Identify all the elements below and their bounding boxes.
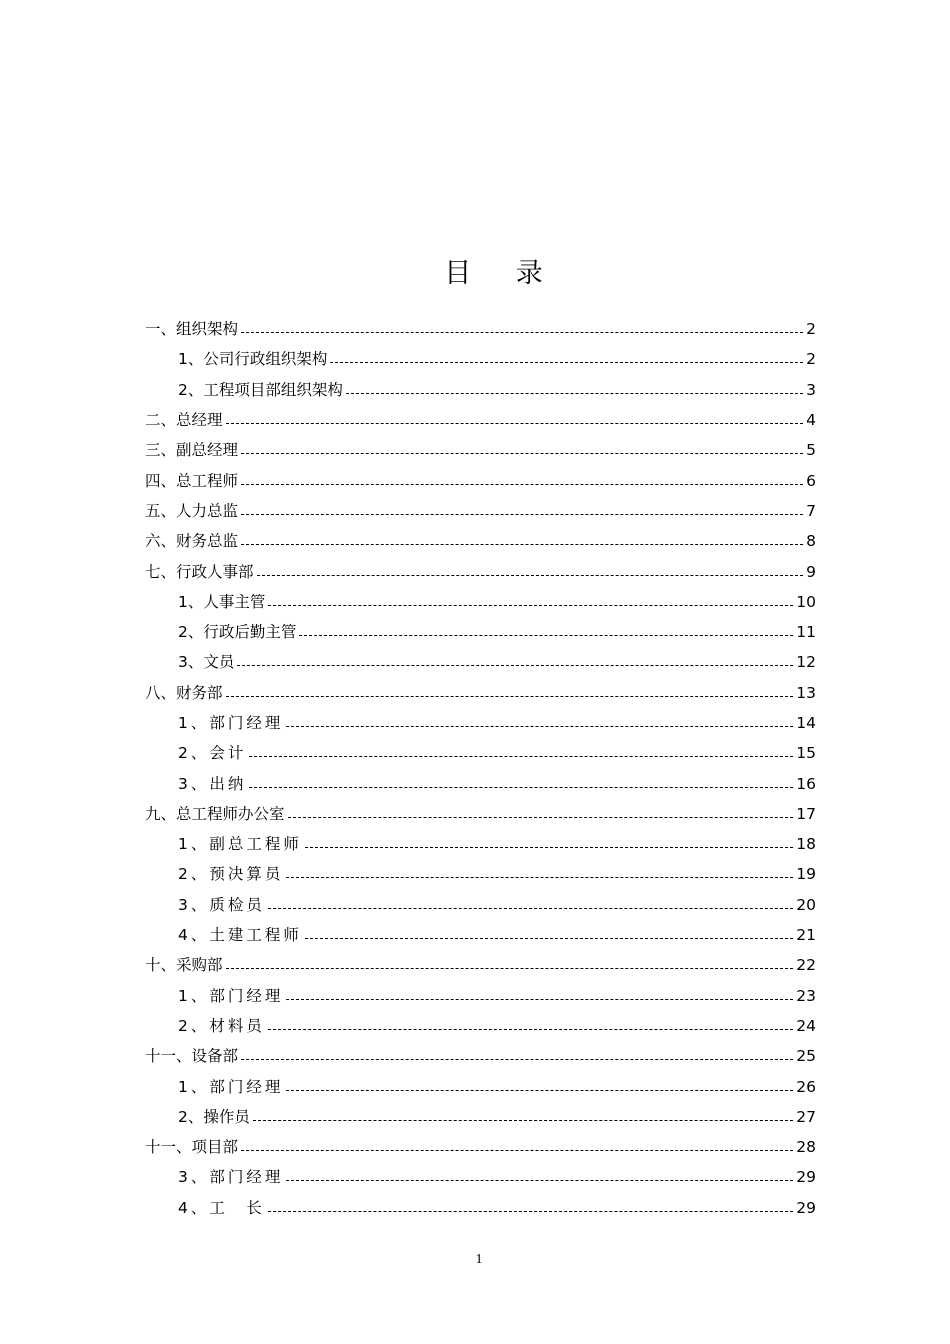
toc-entry-label: 1、部门经理 [178, 986, 284, 1005]
toc-subentry[interactable] [145, 1071, 816, 1101]
toc-subentry[interactable] [145, 768, 816, 798]
toc-entry-label: 2、预决算员 [178, 865, 284, 884]
toc-subentry[interactable] [145, 344, 816, 374]
toc-dot-leader [226, 695, 794, 697]
toc-entry[interactable] [145, 799, 816, 829]
toc-dot-leader [237, 664, 793, 666]
toc-entry-label: 2、行政后勤主管 [178, 623, 297, 642]
toc-dot-leader [253, 1119, 793, 1121]
toc-entry-label: 五、人力总监 [145, 501, 239, 520]
toc-dot-leader [305, 846, 793, 848]
toc-subentry[interactable] [145, 981, 816, 1011]
toc-dot-leader [299, 634, 793, 636]
toc-entry[interactable] [145, 496, 816, 526]
toc-subentry[interactable] [145, 587, 816, 617]
table-of-contents [145, 314, 816, 1223]
toc-entry-label: 3、部门经理 [178, 1168, 284, 1187]
toc-dot-leader [305, 937, 793, 939]
toc-entry-label: 2、工程项目部组织架构 [178, 380, 343, 399]
toc-entry-label: 四、总工程师 [145, 471, 239, 490]
toc-entry-label: 4、土建工程师 [178, 926, 302, 945]
toc-entry-page: 7 [806, 501, 816, 520]
toc-subentry[interactable] [145, 1193, 816, 1223]
toc-subentry[interactable] [145, 920, 816, 950]
toc-entry-page: 28 [796, 1138, 816, 1157]
toc-entry-label: 十、采购部 [145, 956, 223, 975]
toc-entry[interactable] [145, 1132, 816, 1162]
toc-dot-leader [241, 452, 803, 454]
toc-dot-leader [241, 513, 803, 515]
toc-entry[interactable] [145, 405, 816, 435]
toc-entry-page: 8 [806, 532, 816, 551]
toc-dot-leader [249, 755, 793, 757]
toc-entry-label: 一、组织架构 [145, 320, 239, 339]
toc-entry-page: 19 [796, 865, 816, 884]
toc-entry-page: 27 [796, 1107, 816, 1126]
toc-entry-label: 3、质检员 [178, 895, 265, 914]
toc-dot-leader [346, 392, 803, 394]
toc-entry-page: 15 [796, 744, 816, 763]
toc-entry[interactable] [145, 678, 816, 708]
toc-subentry[interactable] [145, 829, 816, 859]
toc-dot-leader [249, 786, 793, 788]
toc-dot-leader [286, 725, 793, 727]
toc-entry-label: 1、副总工程师 [178, 835, 302, 854]
toc-entry-label: 十一、项目部 [145, 1138, 239, 1157]
toc-subentry[interactable] [145, 1162, 816, 1192]
document-title: 目 录 [444, 258, 561, 289]
toc-subentry[interactable] [145, 859, 816, 889]
toc-dot-leader [286, 1179, 793, 1181]
toc-entry-page: 11 [796, 623, 816, 642]
toc-dot-leader [226, 967, 794, 969]
toc-entry-label: 3、文员 [178, 653, 235, 672]
toc-entry-page: 20 [796, 895, 816, 914]
toc-entry-page: 26 [796, 1077, 816, 1096]
toc-dot-leader [241, 331, 803, 333]
toc-entry-label: 1、部门经理 [178, 714, 284, 732]
toc-entry[interactable] [145, 1041, 816, 1071]
toc-dot-leader [226, 422, 804, 424]
toc-entry-page: 17 [796, 804, 816, 823]
toc-entry-label: 1、人事主管 [178, 592, 266, 611]
toc-subentry[interactable] [145, 1102, 816, 1132]
toc-entry-page: 29 [796, 1168, 816, 1187]
toc-dot-leader [268, 907, 793, 909]
toc-entry-page: 9 [806, 562, 816, 581]
toc-entry-label: 3、出纳 [178, 774, 247, 793]
toc-entry-label: 七、行政人事部 [145, 562, 254, 581]
toc-entry-label: 九、总工程师办公室 [145, 804, 285, 823]
toc-dot-leader [330, 361, 803, 363]
toc-entry-page: 22 [796, 956, 816, 975]
toc-dot-leader [286, 1089, 793, 1091]
toc-dot-leader [268, 604, 793, 606]
toc-entry-page: 2 [806, 320, 816, 339]
toc-entry-label: 三、副总经理 [145, 441, 239, 460]
page-number: 1 [475, 1252, 483, 1267]
toc-entry-page: 5 [806, 441, 816, 460]
toc-entry[interactable] [145, 556, 816, 586]
toc-entry-page: 24 [796, 1016, 816, 1035]
toc-entry-page: 18 [796, 835, 816, 854]
toc-entry-page: 12 [796, 653, 816, 672]
toc-dot-leader [241, 483, 803, 485]
toc-entry-label: 八、财务部 [145, 683, 223, 702]
toc-dot-leader [286, 876, 793, 878]
toc-dot-leader [241, 1058, 793, 1060]
toc-entry-label: 1、部门经理 [178, 1077, 284, 1096]
toc-subentry[interactable] [145, 708, 816, 738]
toc-entry-label: 2、材料员 [178, 1016, 265, 1035]
toc-entry-label: 十一、设备部 [145, 1047, 239, 1066]
toc-entry-page: 23 [796, 986, 816, 1005]
toc-entry[interactable] [145, 950, 816, 980]
toc-entry-label: 2、操作员 [178, 1107, 250, 1126]
toc-dot-leader [288, 816, 794, 818]
toc-subentry[interactable] [145, 1011, 816, 1041]
toc-entry-label: 二、总经理 [145, 411, 223, 430]
toc-entry-page: 25 [796, 1047, 816, 1066]
toc-subentry[interactable] [145, 647, 816, 677]
toc-entry-label: 4、工 长 [178, 1198, 265, 1217]
toc-entry-label: 2、会计 [178, 744, 247, 763]
toc-subentry[interactable] [145, 375, 816, 405]
toc-dot-leader [268, 1028, 793, 1030]
toc-entry-page: 29 [796, 1198, 816, 1217]
toc-entry-page: 21 [796, 926, 816, 945]
toc-entry[interactable] [145, 435, 816, 465]
toc-dot-leader [241, 543, 803, 545]
toc-entry[interactable] [145, 314, 816, 344]
toc-entry-page: 3 [806, 380, 816, 399]
toc-entry-page: 14 [796, 714, 816, 732]
toc-subentry[interactable] [145, 890, 816, 920]
toc-entry-page: 10 [796, 592, 816, 611]
toc-subentry[interactable] [145, 617, 816, 647]
toc-entry[interactable] [145, 526, 816, 556]
toc-subentry[interactable] [145, 738, 816, 768]
toc-entry-page: 2 [806, 350, 816, 369]
toc-dot-leader [257, 574, 804, 576]
toc-dot-leader [286, 998, 793, 1000]
toc-entry-page: 13 [796, 683, 816, 702]
toc-entry-page: 16 [796, 774, 816, 793]
toc-dot-leader [268, 1210, 793, 1212]
toc-entry[interactable] [145, 465, 816, 495]
toc-entry-page: 6 [806, 471, 816, 490]
toc-entry-label: 六、财务总监 [145, 532, 239, 551]
toc-entry-page: 4 [806, 411, 816, 430]
toc-dot-leader [241, 1149, 793, 1151]
toc-entry-label: 1、公司行政组织架构 [178, 350, 328, 369]
